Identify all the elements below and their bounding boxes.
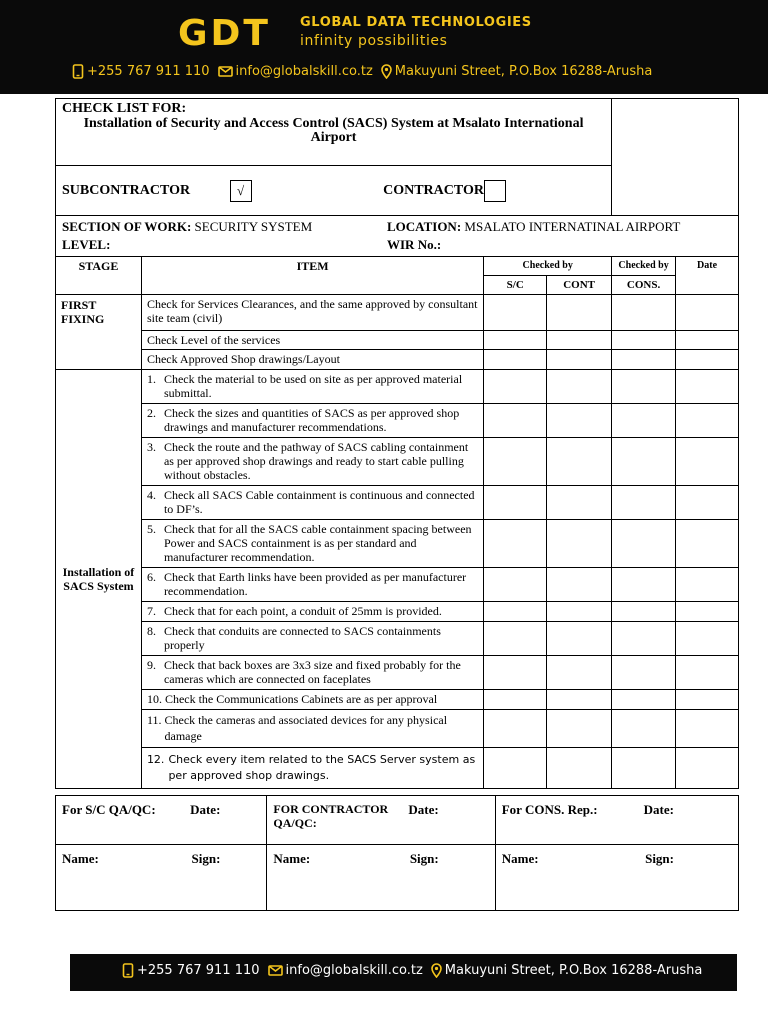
date-cell[interactable]	[676, 568, 739, 602]
cons-name-label: Name:	[501, 851, 539, 866]
sc-name-label: Name:	[62, 851, 99, 866]
sc-check-cell[interactable]	[484, 602, 547, 622]
location-label: LOCATION:	[387, 219, 462, 234]
section-of-work-value: SECURITY SYSTEM	[194, 219, 313, 234]
cons-rep-label: For CONS. Rep.:	[501, 802, 598, 817]
cont-check-cell[interactable]	[547, 350, 612, 370]
installation-item: 11. Check the cameras and associated devices for any physical damage	[141, 710, 483, 748]
contact-email: info@globalskill.co.tz	[235, 64, 373, 79]
date-cell[interactable]	[676, 622, 739, 656]
table-row	[56, 350, 739, 370]
first-fixing-item: Check Approved Shop drawings/Layout	[141, 350, 483, 370]
footer-contact-phone: +255 767 911 110	[137, 963, 260, 978]
cont-check-cell[interactable]	[547, 438, 612, 486]
sc-name-sign-cell[interactable]	[56, 845, 267, 911]
section-of-work-label: SECTION OF WORK:	[62, 219, 192, 234]
date-cell[interactable]	[676, 602, 739, 622]
header-contact-bar	[72, 64, 660, 79]
cons-check-cell[interactable]	[612, 602, 676, 622]
table-row	[56, 748, 739, 789]
cont-check-cell[interactable]	[547, 404, 612, 438]
table-row	[56, 656, 739, 690]
contractor-label: CONTRACTOR	[383, 182, 484, 198]
date-cell[interactable]	[676, 350, 739, 370]
installation-item: 10. Check the Communications Cabinets are as per approval	[141, 690, 483, 710]
table-row	[56, 602, 739, 622]
sc-check-cell[interactable]	[484, 622, 547, 656]
checklist-heading: CHECK LIST FOR:	[62, 101, 187, 116]
cons-check-cell[interactable]	[612, 404, 676, 438]
column-header-checked-by: Checked by	[484, 257, 612, 276]
cont-check-cell[interactable]	[547, 568, 612, 602]
installation-item: 8. Check that conduits are connected to SACS containments properly	[141, 622, 483, 656]
cons-check-cell[interactable]	[612, 331, 676, 350]
footer-contact-email: info@globalskill.co.tz	[285, 963, 423, 978]
signoff-table	[55, 795, 739, 911]
date-cell[interactable]	[676, 370, 739, 404]
date-cell[interactable]	[676, 710, 739, 748]
installation-item: 6. Check that Earth links have been provided as per manufacturer recommendation.	[141, 568, 483, 602]
cons-check-cell[interactable]	[612, 690, 676, 710]
contact-address: Makuyuni Street, P.O.Box 16288-Arusha	[394, 64, 653, 79]
checklist-title-cell	[56, 99, 612, 166]
first-fixing-item: Check for Services Clearances, and the same approved by consultant site team (civil)	[141, 295, 483, 331]
cont-check-cell[interactable]	[547, 295, 612, 331]
letterhead-footer	[70, 954, 737, 991]
sc-check-cell[interactable]	[484, 370, 547, 404]
cons-check-cell[interactable]	[612, 370, 676, 404]
checklist-subject: Installation of Security and Access Control (SACS) System at Msalato International Airport	[83, 116, 584, 145]
table-row	[56, 438, 739, 486]
table-row	[56, 520, 739, 568]
table-row	[56, 710, 739, 748]
sc-check-cell[interactable]	[484, 568, 547, 602]
installation-item: 7. Check that for each point, a conduit of 25mm is provided.	[141, 602, 483, 622]
cont-check-cell[interactable]	[547, 748, 612, 789]
cons-check-cell[interactable]	[612, 568, 676, 602]
table-row	[56, 404, 739, 438]
installation-item: 4. Check all SACS Cable containment is continuous and connected to DF’s.	[141, 486, 483, 520]
sc-qaqc-label: For S/C QA/QC:	[62, 802, 156, 817]
location-value: MSALATO INTERNATINAL AIRPORT	[464, 219, 681, 234]
contractor-qaqc-label: FOR CONTRACTOR QA/QC:	[273, 802, 389, 830]
table-row	[56, 486, 739, 520]
sc-check-cell[interactable]	[484, 748, 547, 789]
cons-check-cell[interactable]	[612, 486, 676, 520]
phone-icon	[72, 64, 84, 79]
contractor-sign-label: Sign:	[409, 851, 439, 866]
letterhead-header	[0, 0, 768, 94]
column-header-cont: CONT	[547, 276, 612, 295]
cons-check-cell[interactable]	[612, 438, 676, 486]
date-cell[interactable]	[676, 520, 739, 568]
table-row	[56, 370, 739, 404]
contractor-checkbox[interactable]	[484, 180, 506, 202]
contractor-qaqc-cell[interactable]	[267, 796, 495, 845]
cons-sign-label: Sign:	[645, 851, 674, 866]
email-icon	[268, 965, 283, 976]
contact-phone: +255 767 911 110	[87, 64, 210, 79]
installation-item: 3. Check the route and the pathway of SACS cabling containment as per approved shop drawings and ready to start cable pulling without obstacles.	[141, 438, 483, 486]
section-info-cell	[56, 216, 739, 257]
column-header-sc: S/C	[484, 276, 547, 295]
company-tagline: infinity possibilities	[300, 33, 448, 49]
date-cell[interactable]	[676, 295, 739, 331]
wir-number-label: WIR No.:	[387, 237, 442, 252]
date-cell[interactable]	[676, 748, 739, 789]
cont-check-cell[interactable]	[547, 520, 612, 568]
sc-check-cell[interactable]	[484, 295, 547, 331]
sc-check-cell[interactable]	[484, 690, 547, 710]
column-header-stage: STAGE	[56, 257, 142, 295]
sc-check-cell[interactable]	[484, 656, 547, 690]
first-fixing-item: Check Level of the services	[141, 331, 483, 350]
contractor-name-label: Name:	[273, 851, 311, 866]
subcontractor-label: SUBCONTRACTOR	[62, 182, 191, 198]
sc-check-cell[interactable]	[484, 404, 547, 438]
sc-check-cell[interactable]	[484, 438, 547, 486]
contractor-date-label: Date:	[408, 802, 439, 817]
cons-check-cell[interactable]	[612, 656, 676, 690]
location-pin-icon	[381, 64, 392, 79]
party-selection-cell	[56, 166, 612, 216]
email-icon	[218, 66, 233, 77]
column-header-checked-by-cons: Checked by	[612, 257, 676, 276]
contractor-name-sign-cell[interactable]	[267, 845, 495, 911]
subcontractor-checkbox[interactable]: √	[230, 180, 252, 202]
cons-name-sign-cell[interactable]	[495, 845, 738, 911]
table-row	[56, 295, 739, 331]
cons-check-cell[interactable]	[612, 350, 676, 370]
stage-first-fixing: FIRST FIXING	[56, 295, 142, 370]
cont-check-cell[interactable]	[547, 331, 612, 350]
sc-sign-label: Sign:	[191, 851, 221, 866]
reference-box	[612, 99, 739, 216]
cons-date-label: Date:	[643, 802, 674, 817]
sc-qaqc-cell[interactable]	[56, 796, 267, 845]
sc-check-cell[interactable]	[484, 331, 547, 350]
sc-check-cell[interactable]	[484, 486, 547, 520]
installation-item: 12. Check every item related to the SACS Server system as per approved shop drawings.	[141, 748, 483, 789]
column-header-item: ITEM	[141, 257, 483, 295]
checklist-table	[55, 98, 739, 789]
location-pin-icon	[431, 963, 442, 978]
date-cell[interactable]	[676, 331, 739, 350]
date-cell[interactable]	[676, 656, 739, 690]
installation-item: 2. Check the sizes and quantities of SACS as per approved shop drawings and manufacturer recommendations.	[141, 404, 483, 438]
installation-item: 5. Check that for all the SACS cable containment spacing between Power and SACS containment is as per standard and manufacturer recommendation.	[141, 520, 483, 568]
date-cell[interactable]	[676, 438, 739, 486]
installation-item: 1. Check the material to be used on site as per approved material submittal.	[141, 370, 483, 404]
cons-check-cell[interactable]	[612, 710, 676, 748]
column-header-cons: CONS.	[612, 276, 676, 295]
cons-check-cell[interactable]	[612, 295, 676, 331]
stage-installation: Installation of SACS System	[56, 370, 142, 789]
footer-contact-bar	[122, 963, 710, 978]
cont-check-cell[interactable]	[547, 622, 612, 656]
table-row	[56, 622, 739, 656]
cont-check-cell[interactable]	[547, 370, 612, 404]
level-label: LEVEL:	[62, 237, 111, 252]
cons-rep-cell[interactable]	[495, 796, 738, 845]
company-name: GLOBAL DATA TECHNOLOGIES	[300, 15, 532, 30]
column-header-date: Date	[676, 257, 739, 295]
date-cell[interactable]	[676, 690, 739, 710]
cont-check-cell[interactable]	[547, 486, 612, 520]
date-cell[interactable]	[676, 404, 739, 438]
phone-icon	[122, 963, 134, 978]
cont-check-cell[interactable]	[547, 656, 612, 690]
company-name-block	[300, 14, 532, 50]
cons-check-cell[interactable]	[612, 622, 676, 656]
date-cell[interactable]	[676, 486, 739, 520]
cont-check-cell[interactable]	[547, 602, 612, 622]
sc-check-cell[interactable]	[484, 520, 547, 568]
sc-date-label: Date:	[190, 802, 221, 817]
cont-check-cell[interactable]	[547, 710, 612, 748]
table-row	[56, 331, 739, 350]
installation-item: 9. Check that back boxes are 3x3 size and fixed probably for the cameras which are connected on faceplates	[141, 656, 483, 690]
cont-check-cell[interactable]	[547, 690, 612, 710]
footer-contact-address: Makuyuni Street, P.O.Box 16288-Arusha	[444, 963, 703, 978]
table-row	[56, 568, 739, 602]
cons-check-cell[interactable]	[612, 520, 676, 568]
company-logo: GDT	[178, 13, 271, 54]
sc-check-cell[interactable]	[484, 350, 547, 370]
cons-check-cell[interactable]	[612, 748, 676, 789]
sc-check-cell[interactable]	[484, 710, 547, 748]
table-row	[56, 690, 739, 710]
